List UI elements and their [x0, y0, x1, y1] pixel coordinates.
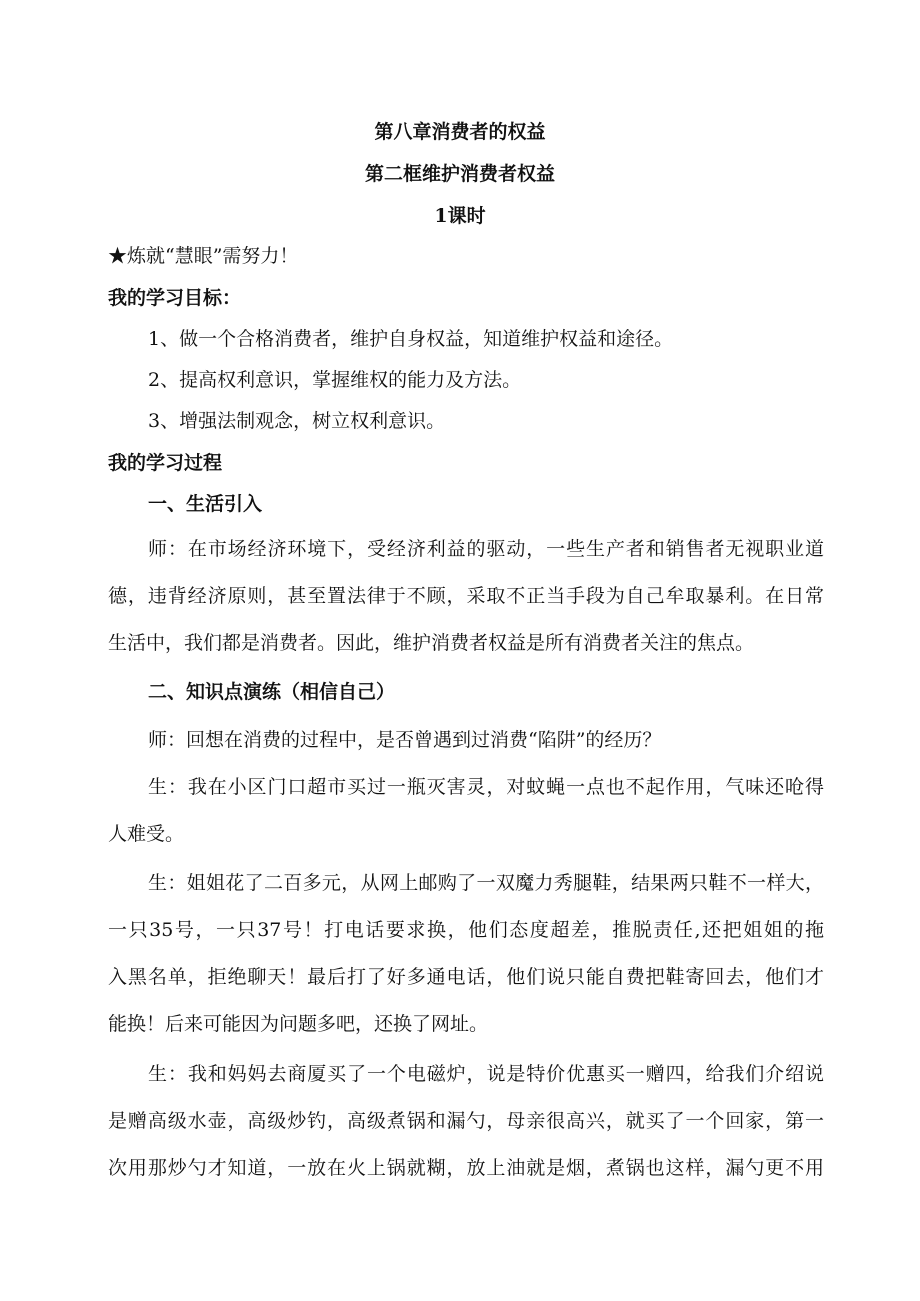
- part2-heading: 二、知识点演练（相信自己）: [148, 681, 396, 703]
- goal-item: 3、增强法制观念，树立权利意识。: [148, 410, 446, 432]
- paragraph-line: 能换！后来可能因为问题多吧，还换了网址。: [108, 1013, 489, 1035]
- process-heading: 我的学习过程: [108, 452, 223, 474]
- section-title: 第二框维护消费者权益: [364, 163, 555, 185]
- paragraph-line: 生活中，我们都是消费者。因此，维护消费者权益是所有消费者关注的焦点。: [108, 632, 755, 654]
- paragraph-line: 是赠高级水壶，高级炒钓，高级煮锅和漏勺，母亲很高兴，就买了一个回家，第一: [108, 1110, 824, 1132]
- part1-heading: 一、生活引入: [148, 493, 263, 515]
- chapter-title: 第八章消费者的权益: [374, 121, 546, 143]
- paragraph-line: 一只35号，一只37号！打电话要求换，他们态度超差，推脱责任,还把姐姐的拖: [108, 919, 824, 941]
- teacher-question: 师：回想在消费的过程中，是否曾遇到过消费“陷阱”的经历？: [148, 729, 662, 751]
- goal-item: 1、做一个合格消费者，维护自身权益，知道维护权益和途径。: [148, 328, 674, 350]
- goal-item: 2、提高权利意识，掌握维权的能力及方法。: [148, 369, 522, 391]
- paragraph-line: 生：姐姐花了二百多元，从网上邮购了一双魔力秀腿鞋，结果两只鞋不一样大，: [148, 872, 824, 894]
- paragraph-line: 人难受。: [108, 823, 185, 845]
- goals-heading: 我的学习目标：: [108, 287, 242, 309]
- paragraph-line: 生：我在小区门口超市买过一瓶灭害灵，对蚊蝇一点也不起作用，气味还呛得: [148, 776, 824, 798]
- paragraph-line: 师：在市场经济环境下，受经济利益的驱动，一些生产者和销售者无视职业道: [148, 538, 824, 560]
- paragraph-line: 德，违背经济原则，甚至置法律于不顾，采取不正当手段为自己牟取暴利。在日常: [108, 585, 824, 607]
- paragraph-line: 次用那炒勺才知道，一放在火上锅就糊，放上油就是烟，煮锅也这样，漏勺更不用: [108, 1157, 824, 1179]
- paragraph-line: 生：我和妈妈去商厦买了一个电磁炉，说是特价优惠买一赠四，给我们介绍说: [148, 1063, 824, 1085]
- motto: ★炼就“慧眼”需努力！: [108, 245, 299, 267]
- paragraph-line: 入黑名单，拒绝聊天！最后打了好多通电话，他们说只能自费把鞋寄回去，他们才: [108, 966, 824, 988]
- lesson-title: 1课时: [434, 205, 486, 227]
